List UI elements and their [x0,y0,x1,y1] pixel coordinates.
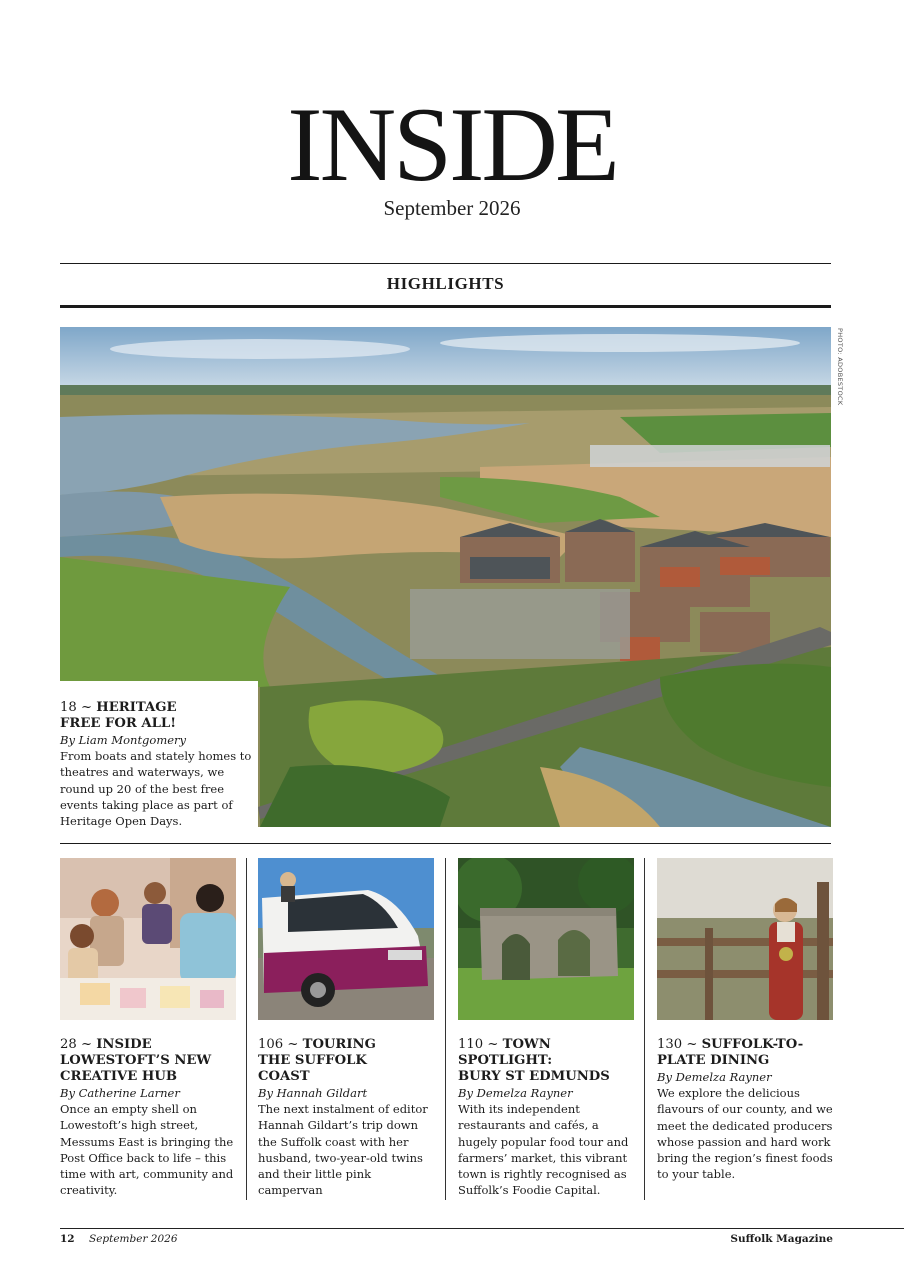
article-page-number: 130 ~ [657,1037,698,1052]
article-title-line2: SPOTLIGHT: [458,1053,553,1068]
cards-top-rule [60,843,831,844]
article-photo-farmer[interactable] [657,858,833,1020]
hero-byline: By Liam Montgomery [60,733,187,747]
footer-date: September 2026 [89,1233,178,1245]
hero-body: From boats and stately homes to theatres and waterways, we round up 20 of the best free events taking place as part of Heritage Open Days. [60,749,252,829]
article-byline: By Hannah Gildart [258,1086,368,1100]
article-body: With its independent restaurants and cafés, a hugely popular food tour and farmers’ market, this vibrant town is rightly recognised as Suffolk’s Foodie Capital. [458,1102,629,1198]
article-card-bury[interactable] [458,858,634,1199]
photo-credit: PHOTO: ADOBESTOCK [836,328,844,406]
article-headline[interactable] [258,1037,434,1085]
section-title: HIGHLIGHTS [386,274,505,293]
article-title-line1: TOURING [302,1037,376,1052]
article-card-campervan[interactable] [258,858,434,1199]
hero-headline[interactable] [60,681,258,732]
column-divider [445,858,446,1200]
masthead-title: INSIDE [287,86,617,203]
article-byline: By Demelza Rayner [657,1070,772,1084]
article-title-line3: BURY ST EDMUNDS [458,1069,610,1084]
article-title-line3: COAST [258,1069,310,1084]
article-photo-campervan[interactable] [258,858,434,1020]
page-number: 12 [60,1233,75,1245]
magazine-name: Suffolk Magazine [730,1233,833,1245]
article-body: The next instalment of editor Hannah Gildart’s trip down the Suffolk coast with her husband, two-year-old twins and their little pink campervan [258,1102,428,1198]
article-page-number: 28 ~ [60,1037,93,1052]
hero-title-line1: HERITAGE [96,700,177,715]
hero-article[interactable] [60,681,258,827]
article-title-line2: LOWESTOFT’S NEW [60,1053,212,1068]
article-card-lowestoft[interactable] [60,858,236,1199]
article-body: We explore the delicious flavours of our county, and we meet the dedicated producers whose passion and hard work bring the region’s finest foods to your table. [657,1086,833,1182]
article-page-number: 110 ~ [458,1037,499,1052]
footer-rule [60,1228,904,1229]
issue-date: September 2026 [383,196,521,220]
article-headline[interactable] [458,1037,634,1085]
hero-title-line2: FREE FOR ALL! [60,716,176,731]
article-byline: By Catherine Larner [60,1086,180,1100]
article-headline[interactable] [60,1037,236,1085]
article-headline[interactable] [657,1037,833,1069]
article-photo-workshop[interactable] [60,858,236,1020]
article-page-number: 106 ~ [258,1037,299,1052]
article-title-line3: CREATIVE HUB [60,1069,177,1084]
section-bottom-rule [60,305,831,308]
article-title-line2: THE SUFFOLK [258,1053,367,1068]
article-photo-abbey-ruins[interactable] [458,858,634,1020]
article-title-line1: SUFFOLK-TO- [701,1037,804,1052]
article-title-line2: PLATE DINING [657,1053,770,1068]
article-byline: By Demelza Rayner [458,1086,573,1100]
article-body: Once an empty shell on Lowestoft’s high street, Messums East is bringing the Post Office back to life – this time with art, community and creativity. [60,1102,234,1198]
article-card-dining[interactable] [657,858,833,1183]
article-title-line1: INSIDE [96,1037,152,1052]
column-divider [644,858,645,1200]
section-top-rule [60,263,831,264]
column-divider [246,858,247,1200]
hero-page-number: 18 ~ [60,700,93,715]
article-title-line1: TOWN [502,1037,551,1052]
